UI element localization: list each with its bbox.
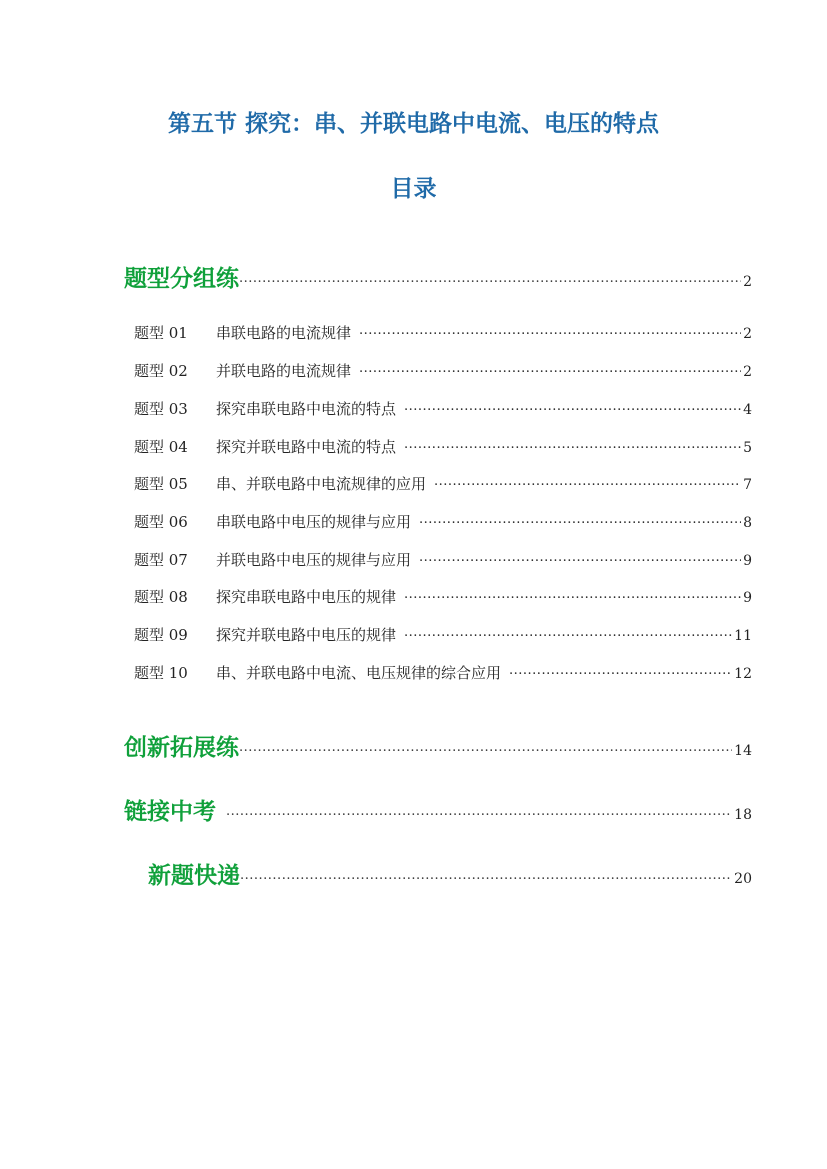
page-number: 18 [734,807,752,823]
toc-section-exam-link[interactable] [124,793,752,826]
toc-item[interactable] [134,322,752,343]
page-number: 4 [743,402,752,418]
page-number: 2 [743,326,752,342]
item-number: 题型 08 [134,588,188,606]
dot-leader [359,325,741,338]
section-label: 创新拓展练 [124,735,239,761]
section-label: 链接中考 [124,799,216,825]
item-number: 题型 02 [134,362,188,380]
toc-item[interactable] [134,624,752,645]
toc-section-exercises[interactable] [124,260,752,293]
dot-leader [509,665,732,678]
toc-item[interactable] [134,586,752,607]
toc-heading: 目录 [390,176,437,202]
page-number: 20 [734,871,752,887]
page-number: 5 [743,440,752,456]
item-text: 探究串联电路中电压的规律 [216,588,397,606]
page-number: 14 [734,743,752,759]
page-number: 8 [743,515,752,531]
toc-item[interactable] [134,360,752,381]
toc-item[interactable] [134,398,752,419]
page-number: 11 [734,628,752,644]
toc-item[interactable] [134,511,752,532]
item-number: 题型 10 [134,664,188,682]
dot-leader [239,742,732,755]
dot-leader [239,273,741,286]
dot-leader [419,552,741,565]
dot-leader [404,627,732,640]
dot-leader [404,401,741,414]
page-number: 9 [743,590,752,606]
item-number: 题型 07 [134,551,188,569]
page-number: 7 [743,477,752,493]
page-number: 2 [743,364,752,380]
item-number: 题型 06 [134,513,188,531]
item-text: 探究串联电路中电流的特点 [216,400,397,418]
item-text: 并联电路中电压的规律与应用 [216,551,412,569]
item-text: 并联电路的电流规律 [216,362,352,380]
item-text: 探究并联电路中电压的规律 [216,626,397,644]
dot-leader [359,363,741,376]
section-label: 新题快递 [148,863,240,889]
item-text: 串、并联电路中电流规律的应用 [216,475,427,493]
item-number: 题型 09 [134,626,188,644]
dot-leader [434,476,741,489]
item-text: 串、并联电路中电流、电压规律的综合应用 [216,664,502,682]
dot-leader [240,870,732,883]
item-number: 题型 04 [134,438,188,456]
item-text: 串联电路的电流规律 [216,324,352,342]
dot-leader [404,439,741,452]
item-text: 探究并联电路中电流的特点 [216,438,397,456]
toc-item[interactable] [134,436,752,457]
item-number: 题型 05 [134,475,188,493]
dot-leader [226,806,732,819]
toc-item[interactable] [134,662,752,683]
item-number: 题型 03 [134,400,188,418]
toc-item[interactable] [134,549,752,570]
page-number: 2 [743,274,752,290]
toc-section-innovation[interactable] [124,729,752,762]
item-number: 题型 01 [134,324,188,342]
item-text: 串联电路中电压的规律与应用 [216,513,412,531]
toc-section-new-questions[interactable] [148,857,752,890]
document-title: 第五节 探究：串、并联电路中电流、电压的特点 [167,111,659,137]
dot-leader [419,514,741,527]
toc-item[interactable] [134,473,752,494]
section-label: 题型分组练 [124,266,239,292]
page-number: 12 [734,666,752,682]
page-number: 9 [743,553,752,569]
dot-leader [404,589,741,602]
